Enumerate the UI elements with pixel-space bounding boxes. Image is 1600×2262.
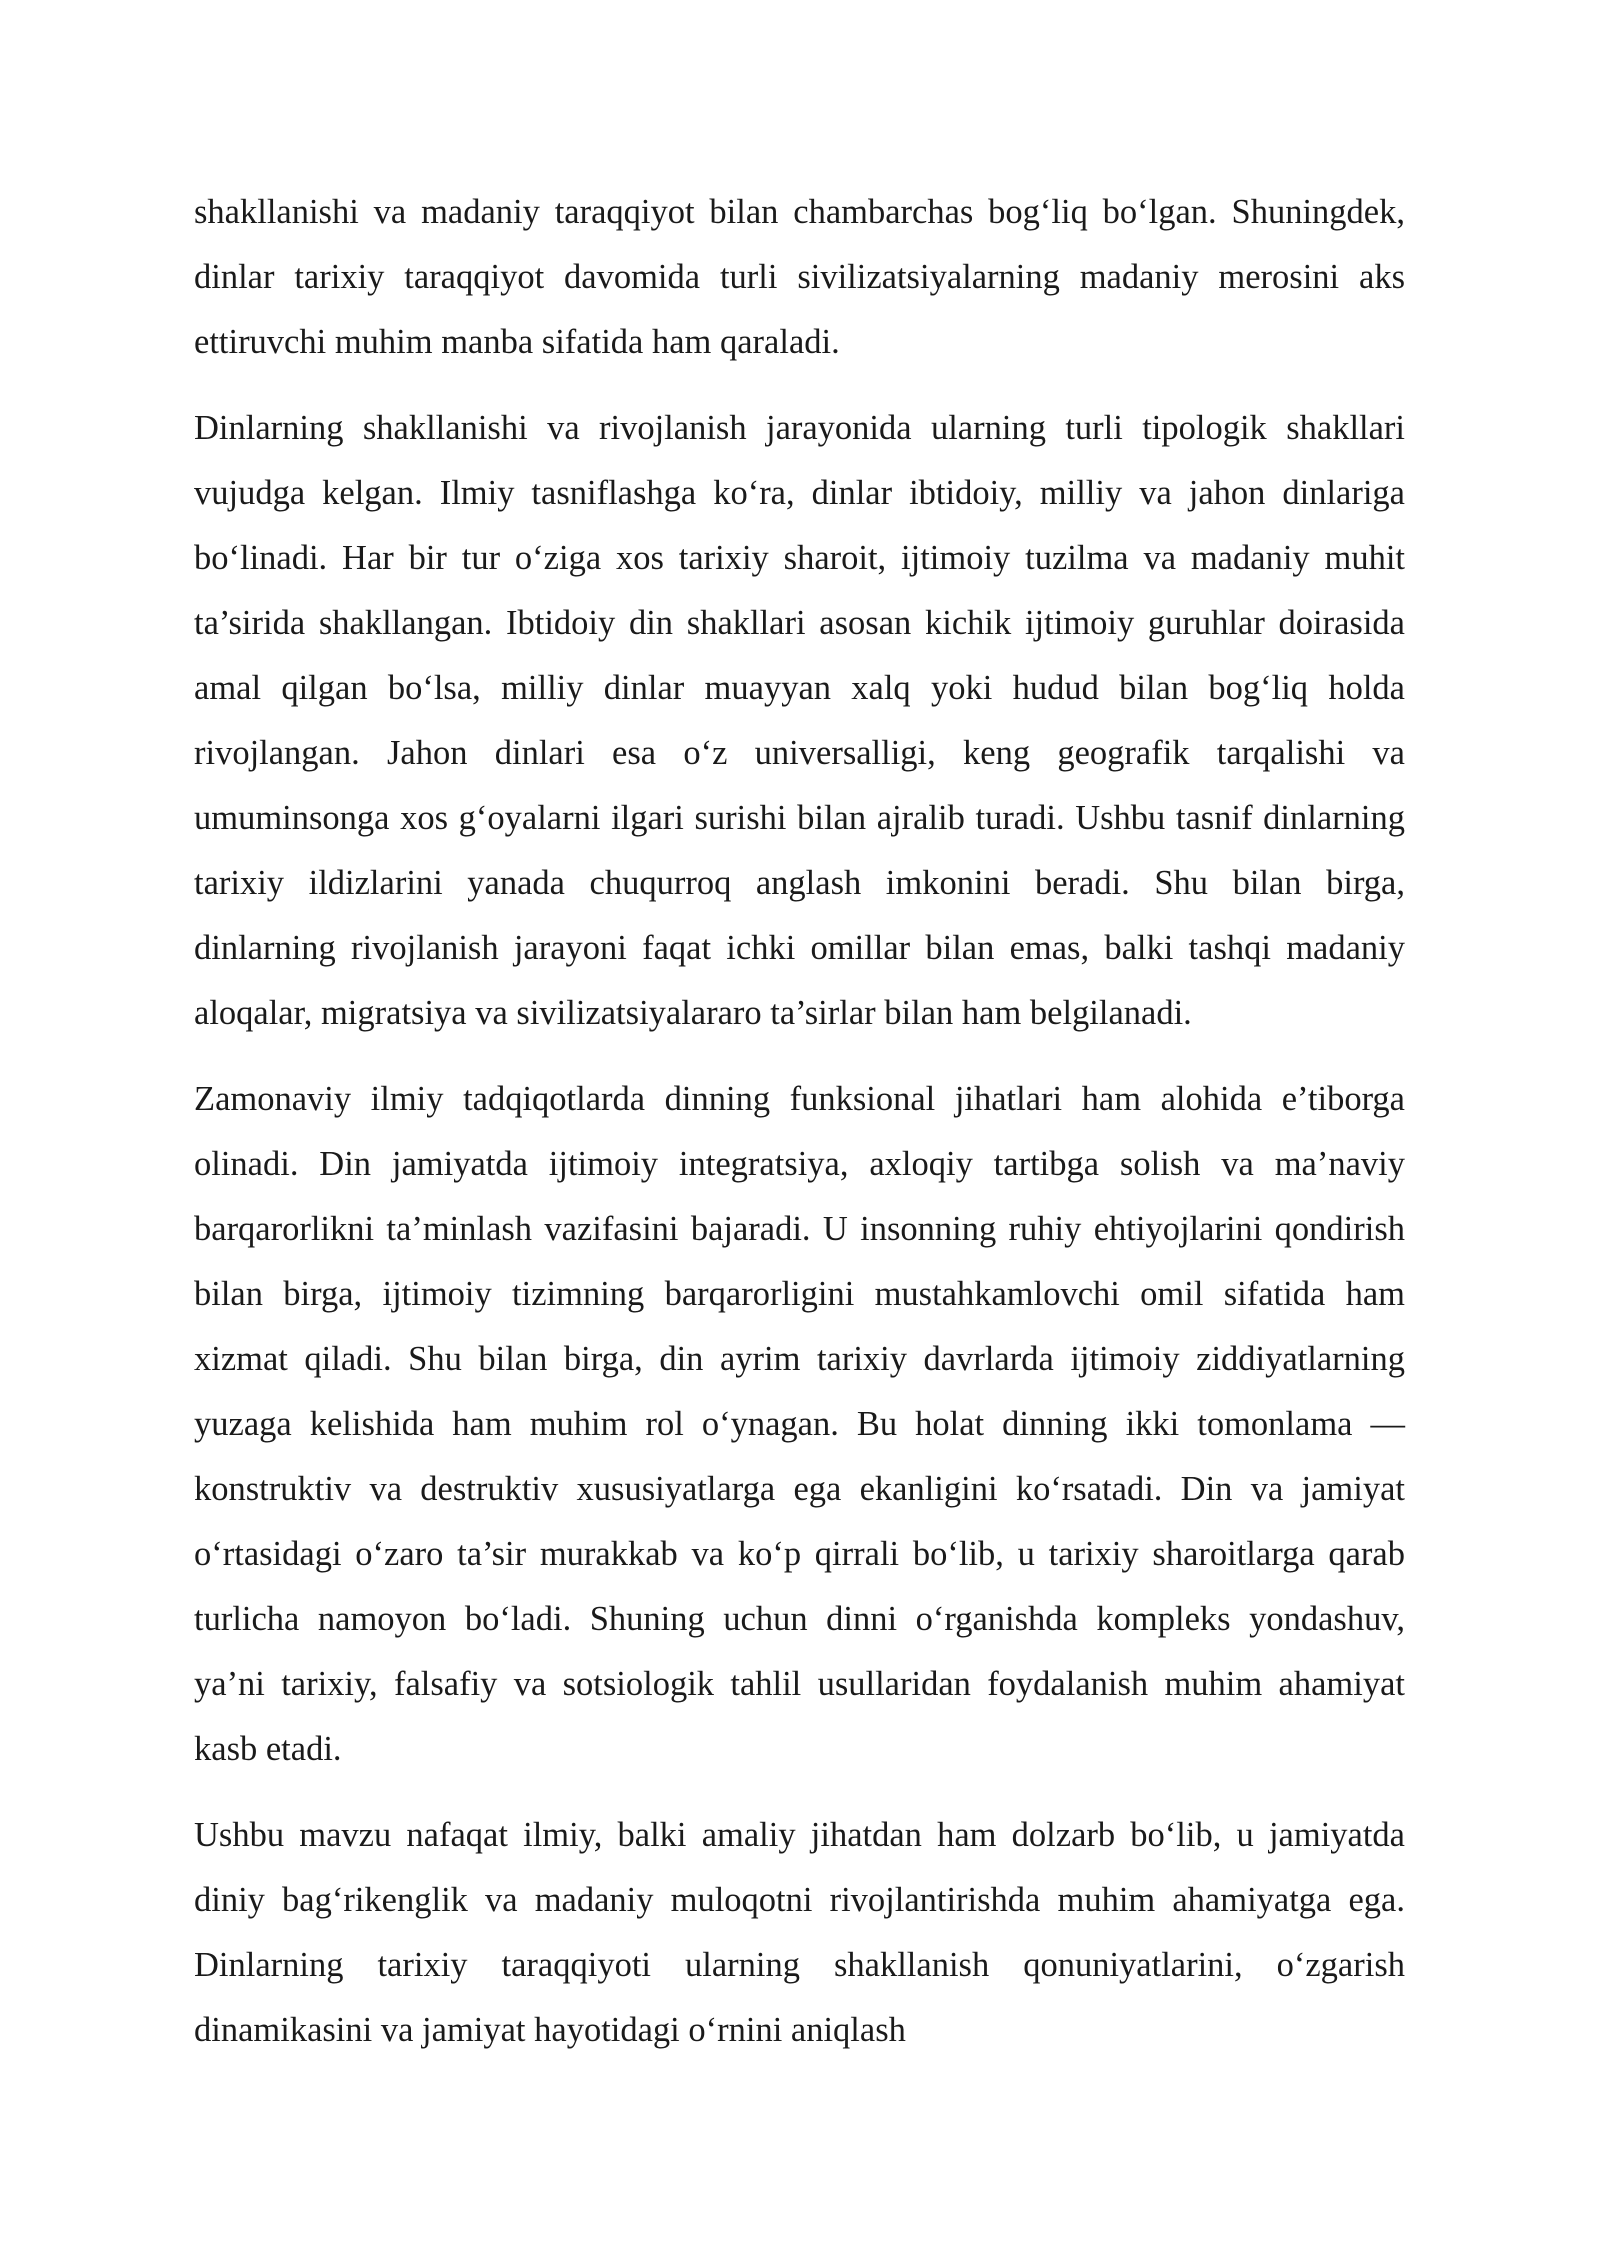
document-body	[194, 180, 1405, 2084]
paragraph-2: Dinlarning shakllanishi va rivojlanish jarayonida ularning turli tipologik shakllari vujudga kelgan. Ilmiy tasniflashga ko‘ra, dinlar ibtidoiy, milliy va jahon dinlariga bo‘linadi. Har bir tur o‘ziga xos tarixiy sharoit, ijtimoiy tuzilma va madaniy muhit ta’sirida shakllangan. Ibtidoiy din shakllari asosan kichik ijtimoiy guruhlar doirasida amal qilgan bo‘lsa, milliy dinlar muayyan xalq yoki hudud bilan bog‘liq holda rivojlangan. Jahon dinlari esa o‘z universalligi, keng geografik tarqalishi va umuminsonga xos g‘oyalarni ilgari surishi bilan ajralib turadi. Ushbu tasnif dinlarning tarixiy ildizlarini yanada chuqurroq anglash imkonini beradi. Shu bilan birga, dinlarning rivojlanish jarayoni faqat ichki omillar bilan emas, balki tashqi madaniy aloqalar, migratsiya va sivilizatsiyalararo ta’sirlar bilan ham belgilanadi.	[194, 409, 1405, 1032]
paragraph-3: Zamonaviy ilmiy tadqiqotlarda dinning funksional jihatlari ham alohida e’tiborga olinadi. Din jamiyatda ijtimoiy integratsiya, axloqiy tartibga solish va ma’naviy barqarorlikni ta’minlash vazifasini bajaradi. U insonning ruhiy ehtiyojlarini qondirish bilan birga, ijtimoiy tizimning barqarorligini mustahkamlovchi omil sifatida ham xizmat qiladi. Shu bilan birga, din ayrim tarixiy davrlarda ijtimoiy ziddiyatlarning yuzaga kelishida ham muhim rol o‘ynagan. Bu holat dinning ikki tomonlama — konstruktiv va destruktiv xususiyatlarga ega ekanligini ko‘rsatadi. Din va jamiyat o‘rtasidagi o‘zaro ta’sir murakkab va ko‘p qirrali bo‘lib, u tarixiy sharoitlarga qarab turlicha namoyon bo‘ladi. Shuning uchun dinni o‘rganishda kompleks yondashuv, ya’ni tarixiy, falsafiy va sotsiologik tahlil usullaridan foydalanish muhim ahamiyat kasb etadi.	[194, 1080, 1405, 1768]
paragraph-4: Ushbu mavzu nafaqat ilmiy, balki amaliy jihatdan ham dolzarb bo‘lib, u jamiyatda diniy bag‘rikenglik va madaniy muloqotni rivojlantirishda muhim ahamiyatga ega. Dinlarning tarixiy taraqqiyoti ularning shakllanish qonuniyatlarini, o‘zgarish dinamikasini va jamiyat hayotidagi o‘rnini aniqlash	[194, 1816, 1405, 2049]
paragraph-1: shakllanishi va madaniy taraqqiyot bilan chambarchas bog‘liq bo‘lgan. Shuningdek, dinlar tarixiy taraqqiyot davomida turli sivilizatsiyalarning madaniy merosini aks ettiruvchi muhim manba sifatida ham qaraladi.	[194, 193, 1405, 361]
